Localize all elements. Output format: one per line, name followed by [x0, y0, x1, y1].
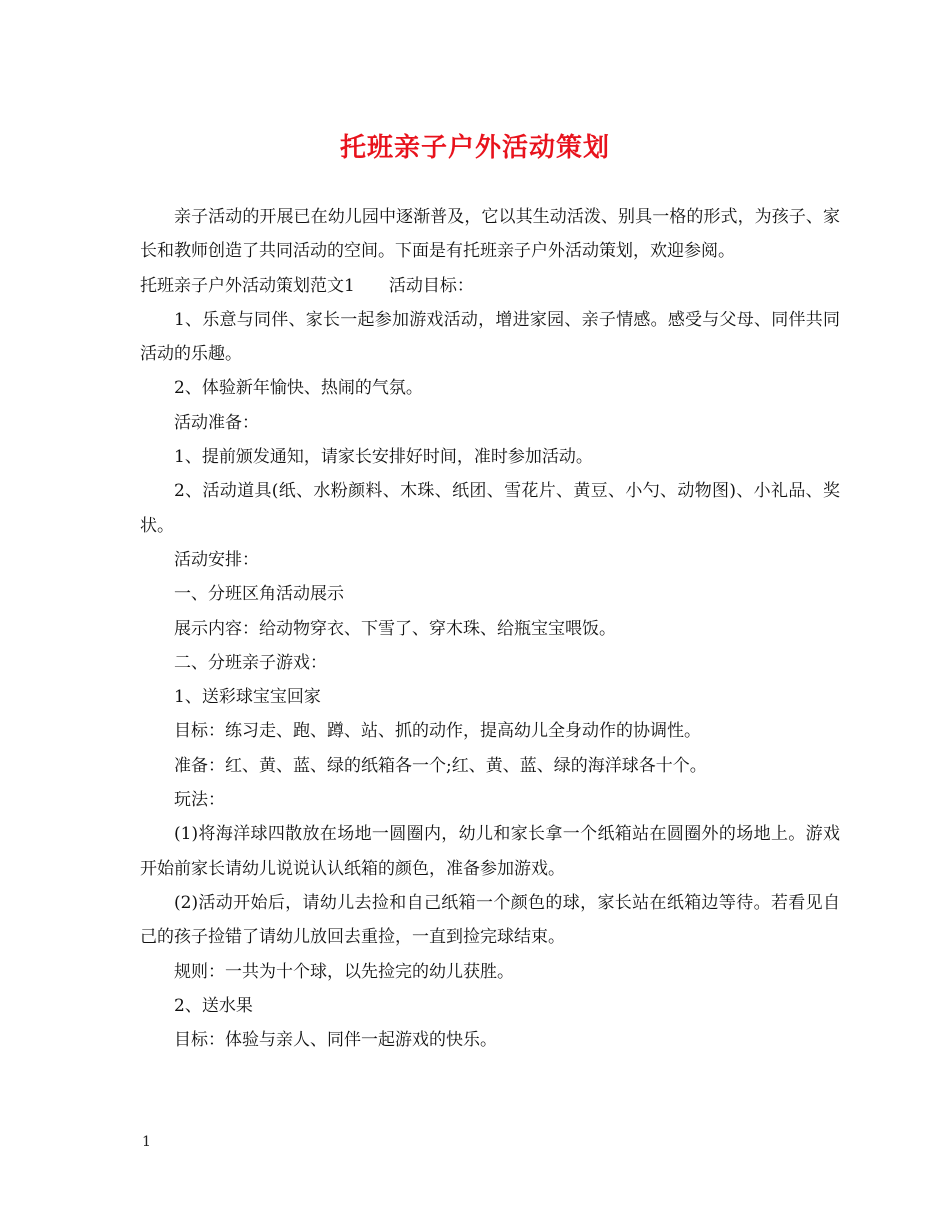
section-heading: 二、分班亲子游戏：: [174, 652, 327, 673]
section-heading: 活动准备：: [174, 412, 259, 433]
paragraph: 1、提前颁发通知，请家长安排好时间，准时参加活动。: [174, 447, 593, 468]
section-heading: 活动安排：: [174, 549, 259, 570]
section-heading: 一、分班区角活动展示: [174, 584, 344, 605]
document-title: 托班亲子户外活动策划: [339, 133, 610, 163]
game-heading: 1、送彩球宝宝回家: [174, 687, 321, 708]
paragraph: 规则：一共为十个球，以先捡完的幼儿获胜。: [174, 961, 514, 982]
document-body: [140, 200, 840, 1057]
paragraph: 目标：体验与亲人、同伴一起游戏的快乐。: [174, 1030, 497, 1051]
paragraph: (2)活动开始后，请幼儿去捡和自己纸箱一个颜色的球，家长站在纸箱边等待。若看见自己的孩子捡错了请幼儿放回去重捡，一直到捡完球结束。: [140, 892, 840, 948]
paragraph: 2、活动道具(纸、水粉颜料、木珠、纸团、雪花片、黄豆、小勺、动物图)、小礼品、奖状。: [140, 481, 840, 536]
sample-heading-row: [140, 269, 840, 303]
sample-heading: 托班亲子户外活动策划范文1: [140, 275, 355, 296]
paragraph: 目标：练习走、跑、蹲、站、抓的动作，提高幼儿全身动作的协调性。: [174, 721, 701, 742]
paragraph: 2、体验新年愉快、热闹的气氛。: [174, 378, 423, 399]
paragraph: 1、乐意与同伴、家长一起参加游戏活动，增进家园、亲子情感。感受与父母、同伴共同活动的乐趣。: [140, 309, 840, 365]
goals-heading: 活动目标：: [388, 275, 474, 296]
paragraph: (1)将海洋球四散放在场地一圆圈内，幼儿和家长拿一个纸箱站在圆圈外的场地上。游戏开始前家长请幼儿说说认认纸箱的颜色，准备参加游戏。: [140, 824, 840, 879]
paragraph: 展示内容：给动物穿衣、下雪了、穿木珠、给瓶宝宝喂饭。: [174, 618, 616, 639]
page-number: 1: [142, 1134, 151, 1150]
paragraph: 玩法：: [174, 790, 225, 811]
game-heading: 2、送水果: [174, 995, 253, 1016]
intro-paragraph: 亲子活动的开展已在幼儿园中逐渐普及，它以其生动活泼、别具一格的形式，为孩子、家长和教师创造了共同活动的空间。下面是有托班亲子户外活动策划，欢迎参阅。: [140, 207, 840, 262]
paragraph: 准备：红、黄、蓝、绿的纸箱各一个;红、黄、蓝、绿的海洋球各十个。: [174, 755, 707, 776]
